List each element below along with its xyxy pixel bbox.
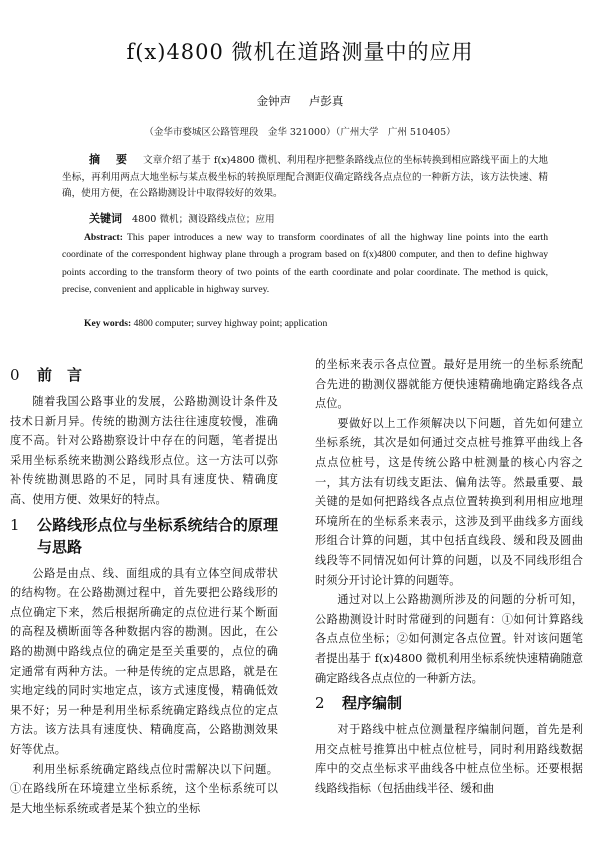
keywords-cn-label: 关键词 [89, 212, 122, 225]
section-title: 程序编制 [342, 694, 403, 713]
paragraph: 公路是由点、线、面组成的具有立体空间成带状的结构物。在公路勘测过程中，首先要把公路线形的点位确定下来，然后根据所确定的点位进行某个断面的高程及横断面等各种数据内容的勘测。因此，在公路的勘测中路线点位的确定是至关重要的，点位的确定通常有两种方法。一种是传统的定点思路，就是在实地定线的同时实地定点，该方式速度慢，精确低效果不好；另一种是利用坐标系统确定路线点位的定点方法。该方法具有速度快、精确度高，公路勘测效果好等优点。 [10, 566, 278, 756]
paragraph: 的坐标来表示各点位置。最好是用统一的坐标系统配合先进的勘测仪器就能方便快速精确地确定路线各点点位。 [315, 358, 583, 411]
paragraph: 通过对以上公路勘测所涉及的问题的分析可知，公路勘测设计时时常碰到的问题有：①如何计算路线各点点位坐标；②如何测定各点位置。针对该问题笔者提出基于 f(x)4800 微机利用坐标系统快速精确随意确定路线各点点位的一种新方法。 [315, 593, 583, 685]
section-title: 前 言 [37, 366, 83, 384]
paragraph: 随着我国公路事业的发展，公路勘测设计条件及技术日新月异。传统的勘测方法往往速度较慢，准确度不高。针对公路勘察设计中存在的问题，笔者提出采用坐标系统来勘测公路线形点位。这一方法可以弥补传统勘测思路的不足，同时具有速度快、精确度高、使用方便、效果好的特点。 [10, 395, 278, 506]
paragraph: 对于路线中桩点位测量程序编制问题，首先是利用交点桩号推算出中桩点位桩号，同时利用路线数据库中的交点坐标求平曲线各中桩点位坐标。还要根据线路线指标（包括曲线半径、缓和曲 [315, 723, 583, 795]
section-heading [10, 364, 278, 386]
abstract-cn-label: 摘 要 [89, 153, 134, 166]
section-number: 2 [315, 694, 325, 713]
section-title: 公路线形点位与坐标系统结合的原理与思路 [37, 515, 278, 556]
abstract-en-text: This paper introduces a new way to transform coordinates of all the highway line points into the earth coordinate of the correspondent highway plane through a program based on f(x)4800 computer, and then to define highway points according to the transform theory of two points of the earth coordinate and polar coordinate. The method is quick, precise, convenient and applicable in highway survey. [62, 232, 548, 295]
keywords-en [84, 318, 327, 329]
abstract-en-label: Abstract: [84, 232, 123, 243]
section-number: 1 [10, 515, 20, 534]
left-column [10, 360, 278, 818]
paragraph: 利用坐标系统确定路线点位时需解决以下问题。①在路线所在环境建立坐标系统，这个坐标系统可以是大地坐标系统或者是某个独立的坐标 [10, 762, 278, 815]
keywords-en-label: Key words: [84, 318, 132, 329]
paper-affiliation: （金华市婺城区公路管理段 金华 321000）（广州大学 广州 510405） [144, 127, 456, 138]
paper-title: f(x)4800 微机在道路测量中的应用 [126, 40, 474, 64]
keywords-en-text: 4800 computer; survey highway point; application [133, 318, 328, 329]
abstract-cn-text: 文章介绍了基于 f(x)4800 微机、利用程序把整条路线点位的坐标转换到相应路线平面上的大地坐标，再利用两点大地坐标与某点极坐标的转换原理配合测距仪确定路线各点点位的一种新方法，该方法快速、精确，使用方便，在公路勘测设计中取得较好的效果。 [62, 155, 548, 199]
paragraph: 要做好以上工作须解决以下问题，首先如何建立坐标系统，其次是如何通过交点桩号推算平曲线上各点点位桩号，这是传统公路中桩测量的核心内容之一，其方法有切线支距法、偏角法等。然最重要、最关键的是如何把路线各点点位置转换到利用相应地理环境所在的坐标系来表示，这涉及到平曲线多方面线形组合计算的问题，其中包括直线段、缓和段及圆曲线段等不同情况如何计算的问题，以及不同线形组合时须分开讨论计算的问题等。 [315, 416, 583, 587]
right-column [315, 355, 583, 798]
paper-authors: 金钟声 卢彭真 [256, 94, 344, 108]
section-number: 0 [10, 366, 20, 384]
section-heading [315, 692, 583, 714]
abstract-cn [62, 152, 548, 203]
section-heading [10, 514, 278, 558]
abstract-en [62, 229, 548, 298]
keywords-cn [89, 210, 275, 226]
keywords-cn-text: 4800 微机；测设路线点位；应用 [132, 214, 275, 225]
